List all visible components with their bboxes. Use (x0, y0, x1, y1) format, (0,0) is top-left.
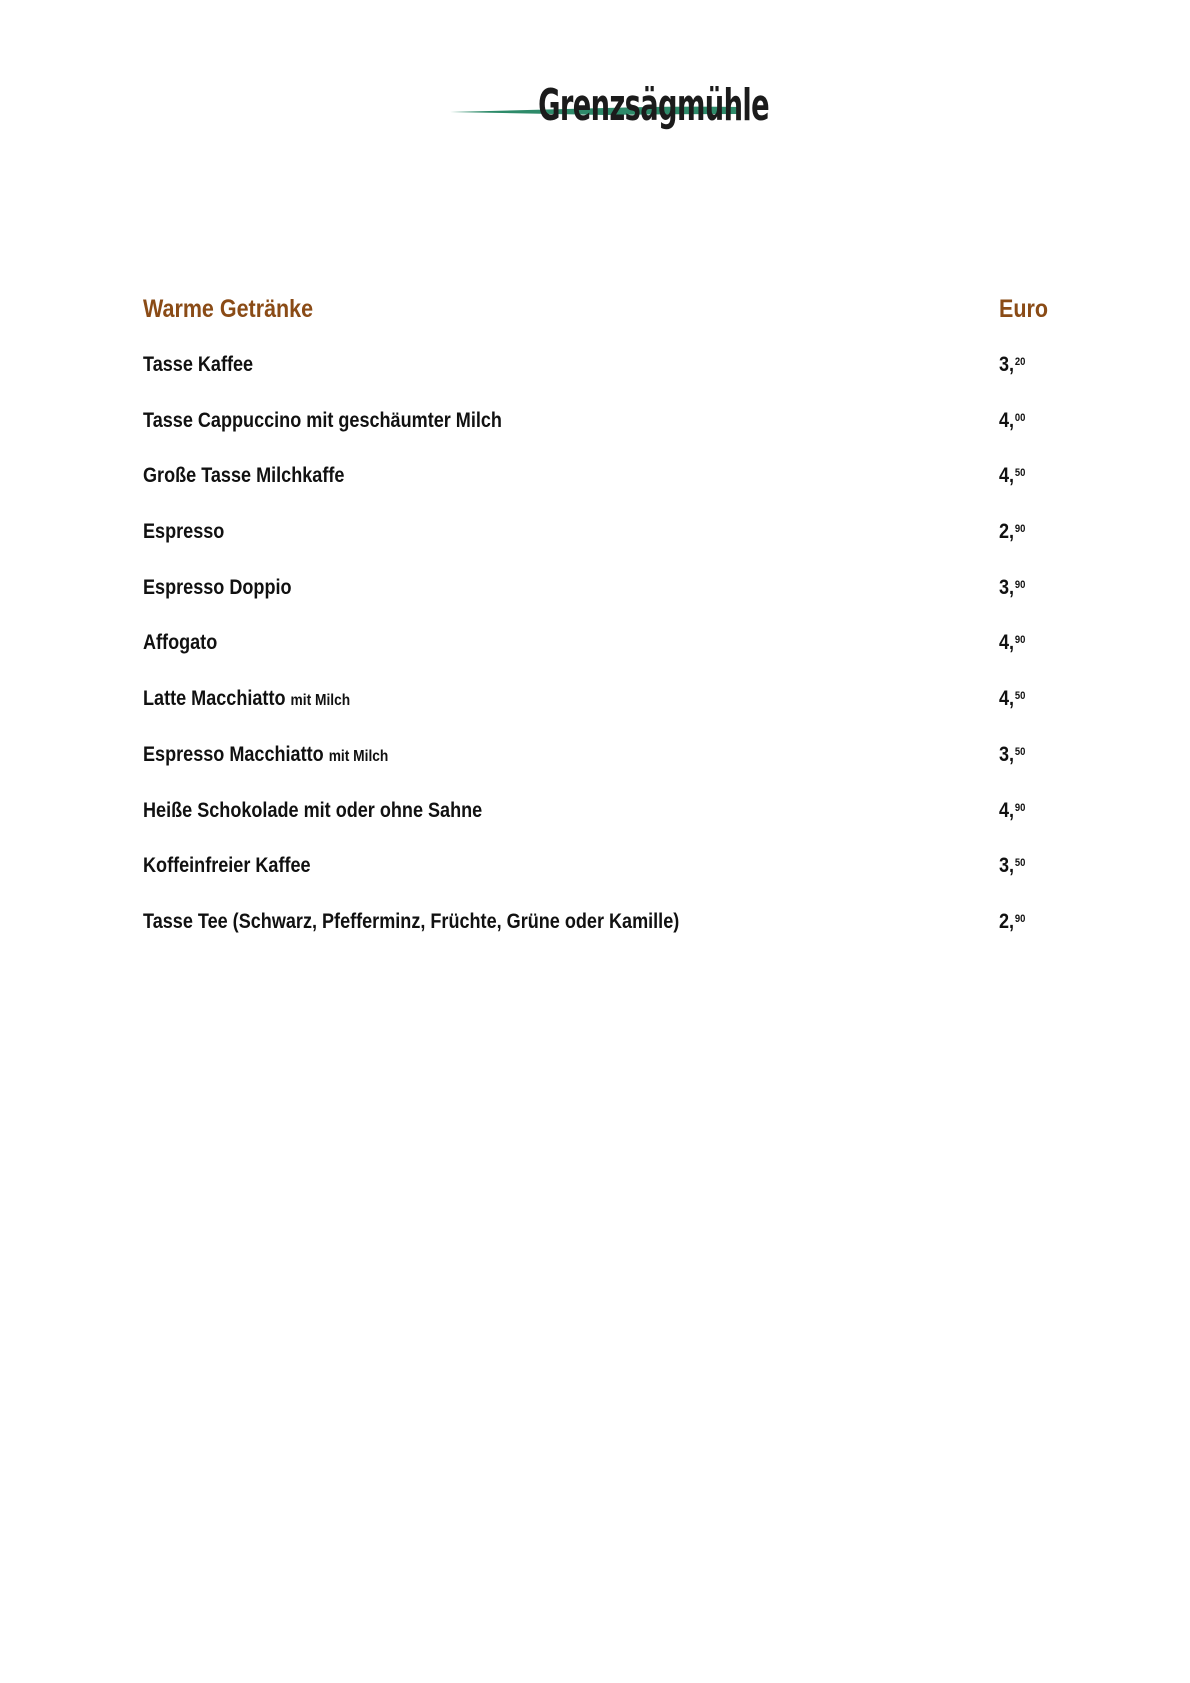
item-name (143, 350, 253, 380)
item-name (143, 573, 292, 603)
list-item (143, 350, 1048, 406)
price-cents: 50 (1014, 745, 1026, 758)
price-cents: 00 (1014, 411, 1026, 424)
item-name-text: Tasse Cappuccino mit geschäumter Milch (143, 408, 502, 432)
price-main: 2, (999, 909, 1015, 933)
price-main: 2, (999, 520, 1015, 544)
menu-header (143, 293, 1048, 325)
price-main: 3, (999, 854, 1015, 878)
item-name (143, 517, 224, 547)
item-price (999, 406, 1025, 436)
item-note: mit Milch (290, 692, 351, 710)
section-title: Warme Getränke (143, 295, 314, 323)
item-price (999, 350, 1025, 380)
price-cents: 90 (1014, 634, 1026, 647)
price-main: 3, (999, 742, 1015, 766)
item-name-text: Tasse Tee (Schwarz, Pfefferminz, Früchte, Grüne oder Kamille) (143, 909, 680, 933)
item-name (143, 907, 679, 937)
item-price (999, 851, 1025, 881)
item-name (143, 851, 311, 881)
price-cents: 90 (1014, 912, 1026, 925)
price-main: 4, (999, 687, 1015, 711)
currency-label: Euro (999, 295, 1048, 323)
item-name (143, 628, 217, 658)
item-price (999, 740, 1025, 770)
item-name-text: Espresso (143, 520, 225, 544)
item-name-text: Große Tasse Milchkaffe (143, 464, 345, 488)
list-item (143, 461, 1048, 517)
item-price (999, 573, 1025, 603)
price-cents: 20 (1014, 356, 1026, 368)
logo-text: Grenzsägmühle (538, 80, 769, 131)
list-item (143, 628, 1048, 684)
list-item (143, 684, 1048, 740)
item-name-text: Affogato (143, 631, 218, 655)
item-name (143, 740, 388, 772)
menu-list (143, 350, 1048, 963)
item-price (999, 461, 1025, 491)
price-main: 4, (999, 408, 1015, 432)
list-item (143, 851, 1048, 907)
item-price (999, 517, 1025, 547)
list-item (143, 907, 1048, 963)
price-main: 4, (999, 464, 1015, 488)
item-name (143, 796, 482, 826)
list-item (143, 573, 1048, 629)
list-item (143, 740, 1048, 796)
price-cents: 90 (1014, 578, 1026, 591)
price-cents: 50 (1014, 857, 1026, 870)
item-name-text: Heiße Schokolade mit oder ohne Sahne (143, 798, 483, 822)
list-item (143, 796, 1048, 852)
price-cents: 90 (1014, 523, 1026, 536)
item-price (999, 684, 1025, 714)
item-name (143, 684, 350, 716)
list-item (143, 517, 1048, 573)
price-main: 4, (999, 798, 1015, 822)
item-name-text: Koffeinfreier Kaffee (143, 854, 311, 878)
price-cents: 50 (1014, 690, 1026, 703)
price-main: 3, (999, 353, 1015, 376)
item-price (999, 796, 1025, 826)
item-name (143, 461, 344, 491)
item-price (999, 628, 1025, 658)
price-main: 4, (999, 631, 1015, 655)
item-name-text: Latte Macchiatto (143, 687, 286, 711)
price-cents: 90 (1014, 801, 1026, 814)
item-name (143, 406, 502, 436)
item-note: mit Milch (328, 747, 389, 765)
item-price (999, 907, 1025, 937)
list-item (143, 406, 1048, 462)
item-name-text: Espresso Macchiatto (143, 742, 324, 766)
price-cents: 50 (1014, 467, 1026, 480)
item-name-text: Tasse Kaffee (143, 353, 254, 376)
price-main: 3, (999, 575, 1015, 599)
logo (450, 78, 769, 148)
item-name-text: Espresso Doppio (143, 575, 292, 599)
